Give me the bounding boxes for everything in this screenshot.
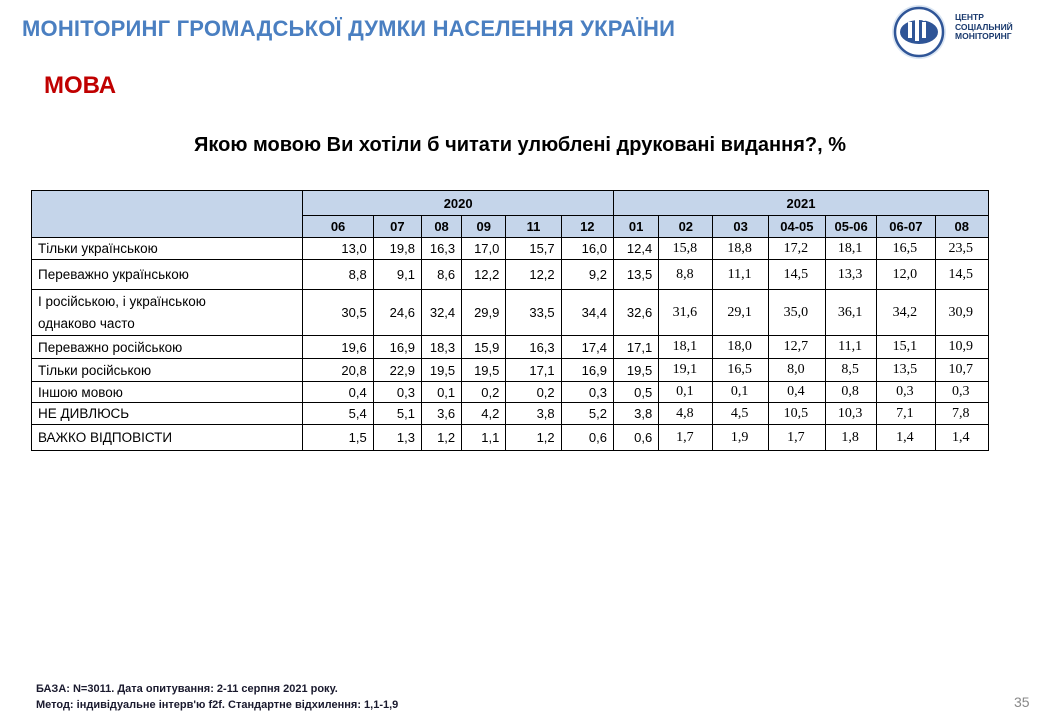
results-table bbox=[31, 190, 989, 451]
footer-base: БАЗА: N=3011. Дата опитування: 2-11 серпня 2021 року. bbox=[36, 683, 338, 695]
row-label: Переважно російською bbox=[32, 336, 303, 359]
value-cell: 10,7 bbox=[935, 359, 988, 382]
value-cell: 34,4 bbox=[561, 290, 613, 336]
value-cell: 16,9 bbox=[561, 359, 613, 382]
value-cell: 31,6 bbox=[659, 290, 713, 336]
value-cell: 8,5 bbox=[826, 359, 877, 382]
value-cell: 13,3 bbox=[826, 260, 877, 290]
value-cell: 5,2 bbox=[561, 403, 613, 425]
footer-method: Метод: індивідуальне інтерв'ю f2f. Стандартне відхилення: 1,1-1,9 bbox=[36, 699, 399, 711]
logo-line-3: МОНІТОРИНГ bbox=[955, 31, 1012, 41]
value-cell: 4,5 bbox=[713, 403, 768, 425]
value-cell: 18,1 bbox=[826, 238, 877, 260]
value-cell: 7,8 bbox=[935, 403, 988, 425]
value-cell: 0,6 bbox=[561, 425, 613, 451]
value-cell: 9,1 bbox=[373, 260, 421, 290]
value-cell: 10,3 bbox=[826, 403, 877, 425]
value-cell: 20,8 bbox=[303, 359, 373, 382]
row-label: Тільки російською bbox=[32, 359, 303, 382]
row-label-line-2: однаково часто bbox=[38, 315, 135, 331]
value-cell: 4,2 bbox=[462, 403, 506, 425]
value-cell: 13,5 bbox=[877, 359, 935, 382]
value-cell: 1,9 bbox=[713, 425, 768, 451]
value-cell: 0,3 bbox=[561, 382, 613, 403]
table-body bbox=[32, 238, 989, 451]
value-cell: 12,2 bbox=[506, 260, 561, 290]
value-cell: 16,9 bbox=[373, 336, 421, 359]
value-cell: 1,1 bbox=[462, 425, 506, 451]
table-row bbox=[32, 403, 989, 425]
value-cell: 1,2 bbox=[421, 425, 461, 451]
value-cell: 19,5 bbox=[421, 359, 461, 382]
value-cell: 19,8 bbox=[373, 238, 421, 260]
value-cell: 19,6 bbox=[303, 336, 373, 359]
value-cell: 22,9 bbox=[373, 359, 421, 382]
value-cell: 18,0 bbox=[713, 336, 768, 359]
value-cell: 0,1 bbox=[421, 382, 461, 403]
table-row bbox=[32, 425, 989, 451]
value-cell: 0,1 bbox=[713, 382, 768, 403]
value-cell: 16,5 bbox=[877, 238, 935, 260]
value-cell: 17,4 bbox=[561, 336, 613, 359]
value-cell: 11,1 bbox=[713, 260, 768, 290]
value-cell: 0,2 bbox=[462, 382, 506, 403]
value-cell: 30,5 bbox=[303, 290, 373, 336]
row-label: НЕ ДИВЛЮСЬ bbox=[32, 403, 303, 425]
table-row bbox=[32, 336, 989, 359]
value-cell: 34,2 bbox=[877, 290, 935, 336]
value-cell: 18,1 bbox=[659, 336, 713, 359]
page-number: 35 bbox=[1014, 694, 1030, 710]
value-cell: 32,6 bbox=[613, 290, 658, 336]
month-header: 01 bbox=[613, 216, 658, 238]
value-cell: 14,5 bbox=[768, 260, 825, 290]
value-cell: 0,6 bbox=[613, 425, 658, 451]
row-label-line-1: І російською, і українською bbox=[38, 293, 206, 309]
value-cell: 18,3 bbox=[421, 336, 461, 359]
value-cell: 0,8 bbox=[826, 382, 877, 403]
table-row bbox=[32, 238, 989, 260]
value-cell: 19,5 bbox=[462, 359, 506, 382]
row-label: ВАЖКО ВІДПОВІСТИ bbox=[32, 425, 303, 451]
value-cell: 32,4 bbox=[421, 290, 461, 336]
value-cell: 16,5 bbox=[713, 359, 768, 382]
value-cell: 1,7 bbox=[768, 425, 825, 451]
month-header: 11 bbox=[506, 216, 561, 238]
value-cell: 1,5 bbox=[303, 425, 373, 451]
value-cell: 33,5 bbox=[506, 290, 561, 336]
table-row bbox=[32, 359, 989, 382]
table-row bbox=[32, 290, 989, 336]
value-cell: 15,8 bbox=[659, 238, 713, 260]
value-cell: 30,9 bbox=[935, 290, 988, 336]
value-cell: 8,6 bbox=[421, 260, 461, 290]
value-cell: 0,4 bbox=[303, 382, 373, 403]
value-cell: 16,3 bbox=[421, 238, 461, 260]
value-cell: 19,1 bbox=[659, 359, 713, 382]
section-title: МОВА bbox=[44, 72, 117, 99]
value-cell: 17,1 bbox=[506, 359, 561, 382]
value-cell: 1,7 bbox=[659, 425, 713, 451]
row-label: Тільки українською bbox=[32, 238, 303, 260]
value-cell: 0,3 bbox=[373, 382, 421, 403]
month-header: 03 bbox=[713, 216, 768, 238]
month-header: 07 bbox=[373, 216, 421, 238]
value-cell: 5,1 bbox=[373, 403, 421, 425]
value-cell: 0,1 bbox=[659, 382, 713, 403]
value-cell: 15,1 bbox=[877, 336, 935, 359]
value-cell: 1,4 bbox=[877, 425, 935, 451]
row-label: Переважно українською bbox=[32, 260, 303, 290]
value-cell: 12,0 bbox=[877, 260, 935, 290]
month-header: 05-06 bbox=[826, 216, 877, 238]
table-row bbox=[32, 382, 989, 403]
value-cell: 4,8 bbox=[659, 403, 713, 425]
question-title: Якою мовою Ви хотіли б читати улюблені друковані видання?, % bbox=[194, 134, 846, 156]
value-cell: 5,4 bbox=[303, 403, 373, 425]
table-corner-cell bbox=[32, 191, 303, 238]
year-header-2021: 2021 bbox=[613, 191, 988, 216]
value-cell: 0,4 bbox=[768, 382, 825, 403]
year-header-2020: 2020 bbox=[303, 191, 614, 216]
logo-text bbox=[955, 13, 1013, 42]
value-cell: 8,0 bbox=[768, 359, 825, 382]
value-cell: 14,5 bbox=[935, 260, 988, 290]
value-cell: 13,0 bbox=[303, 238, 373, 260]
month-header: 12 bbox=[561, 216, 613, 238]
value-cell: 36,1 bbox=[826, 290, 877, 336]
value-cell: 13,5 bbox=[613, 260, 658, 290]
value-cell: 10,5 bbox=[768, 403, 825, 425]
table-row bbox=[32, 260, 989, 290]
value-cell: 1,8 bbox=[826, 425, 877, 451]
row-label: Іншою мовою bbox=[32, 382, 303, 403]
logo-line-1: ЦЕНТР bbox=[955, 12, 984, 22]
value-cell: 0,5 bbox=[613, 382, 658, 403]
value-cell: 0,3 bbox=[935, 382, 988, 403]
value-cell: 3,8 bbox=[613, 403, 658, 425]
value-cell: 0,2 bbox=[506, 382, 561, 403]
value-cell: 12,4 bbox=[613, 238, 658, 260]
value-cell: 1,2 bbox=[506, 425, 561, 451]
month-header: 08 bbox=[421, 216, 461, 238]
month-header: 04-05 bbox=[768, 216, 825, 238]
month-header: 06-07 bbox=[877, 216, 935, 238]
value-cell: 29,9 bbox=[462, 290, 506, 336]
logo-line-2: СОЦІАЛЬНИЙ bbox=[955, 21, 1013, 32]
value-cell: 8,8 bbox=[303, 260, 373, 290]
footer-notes bbox=[36, 681, 398, 713]
value-cell: 24,6 bbox=[373, 290, 421, 336]
value-cell: 17,0 bbox=[462, 238, 506, 260]
value-cell: 3,6 bbox=[421, 403, 461, 425]
value-cell: 16,0 bbox=[561, 238, 613, 260]
logo bbox=[889, 4, 1024, 60]
value-cell: 17,1 bbox=[613, 336, 658, 359]
value-cell: 15,7 bbox=[506, 238, 561, 260]
value-cell: 9,2 bbox=[561, 260, 613, 290]
value-cell: 1,4 bbox=[935, 425, 988, 451]
value-cell: 1,3 bbox=[373, 425, 421, 451]
logo-emblem-icon bbox=[889, 4, 953, 62]
month-header: 02 bbox=[659, 216, 713, 238]
value-cell: 29,1 bbox=[713, 290, 768, 336]
month-header: 09 bbox=[462, 216, 506, 238]
header-title: МОНІТОРИНГ ГРОМАДСЬКОЇ ДУМКИ НАСЕЛЕННЯ УКРАЇНИ bbox=[22, 16, 676, 41]
value-cell: 8,8 bbox=[659, 260, 713, 290]
value-cell: 35,0 bbox=[768, 290, 825, 336]
value-cell: 10,9 bbox=[935, 336, 988, 359]
value-cell: 19,5 bbox=[613, 359, 658, 382]
value-cell: 0,3 bbox=[877, 382, 935, 403]
value-cell: 11,1 bbox=[826, 336, 877, 359]
value-cell: 3,8 bbox=[506, 403, 561, 425]
month-header: 06 bbox=[303, 216, 373, 238]
row-label bbox=[32, 290, 303, 336]
value-cell: 16,3 bbox=[506, 336, 561, 359]
value-cell: 23,5 bbox=[935, 238, 988, 260]
value-cell: 15,9 bbox=[462, 336, 506, 359]
value-cell: 17,2 bbox=[768, 238, 825, 260]
value-cell: 7,1 bbox=[877, 403, 935, 425]
month-header: 08 bbox=[935, 216, 988, 238]
value-cell: 12,7 bbox=[768, 336, 825, 359]
value-cell: 12,2 bbox=[462, 260, 506, 290]
value-cell: 18,8 bbox=[713, 238, 768, 260]
